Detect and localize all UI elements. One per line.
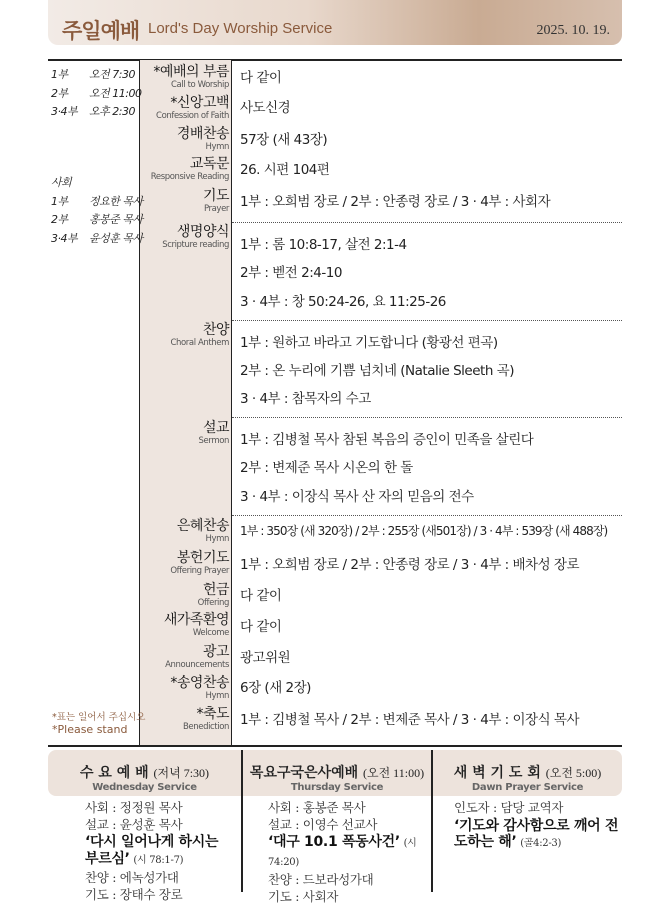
order-label-ko: 찬양 — [202, 322, 229, 338]
order-label-ko: 기도 — [202, 188, 229, 204]
scripture-ref: (골4:2-3) — [520, 838, 562, 849]
order-label-ko: 경배찬송 — [176, 126, 229, 142]
detail-line: 기도 : 장태수 장로 — [85, 886, 183, 902]
order-label-ko: 헌금 — [202, 582, 229, 598]
order-label-ko: *신앙고백 — [170, 95, 229, 111]
order-label-en: Confession of Faith — [156, 111, 229, 121]
bottom-rule — [48, 745, 622, 747]
order-content: 광고위원 — [240, 650, 291, 666]
order-label — [139, 518, 229, 544]
order-label-ko: 생명양식 — [176, 224, 229, 240]
service-time: (오전 11:00) — [363, 766, 425, 780]
order-content: 3 · 4부 : 이장식 목사 산 자의 믿음의 전수 — [240, 489, 474, 505]
order-label-en: Choral Anthem — [170, 338, 229, 348]
scripture-ref: (시 78:1-7) — [133, 854, 184, 866]
order-label-en: Welcome — [192, 628, 229, 638]
order-label-ko: 봉헌기도 — [176, 550, 229, 566]
order-label-en: Call to Worship — [171, 80, 229, 90]
order-label — [139, 156, 229, 182]
order-label — [139, 126, 229, 152]
detail-line: 인도자 : 담당 교역자 — [454, 800, 564, 815]
service-time: (저녁 7:30) — [153, 766, 210, 780]
divider — [232, 320, 622, 321]
order-label-ko: 설교 — [202, 420, 229, 436]
divider — [232, 515, 622, 516]
stand-note-ko: *표는 일어서 주십시오 — [52, 712, 146, 723]
order-content: 26. 시편 104편 — [240, 162, 330, 178]
weekday-service-details — [454, 800, 624, 854]
order-content: 1부 : 350장 (새 320장) / 2부 : 255장 (새501장) / 3 · 4부 : 539장 (새 488장) — [240, 524, 608, 538]
order-label — [139, 582, 229, 608]
service-title-en: Thursday Service — [290, 782, 384, 793]
order-content: 1부 : 롬 10:8-17, 살전 2:1-4 — [240, 237, 407, 253]
sermon-title: ‘기도와 감사함으로 깨어 전도하는 해’ — [454, 817, 619, 850]
scripture-ref: (시 74:20) — [268, 838, 417, 868]
order-label-en: Announcements — [165, 660, 229, 670]
detail-line: 기도 : 사회자 — [268, 888, 339, 904]
order-label-en: Offering Prayer — [170, 566, 229, 576]
page-title: 주일예배 — [62, 19, 140, 43]
weekday-service-details — [85, 800, 235, 903]
service-title: 수 요 예 배 — [79, 765, 149, 781]
order-content: 2부 : 온 누리에 기쁨 넘치네 (Natalie Sleeth 곡) — [240, 363, 514, 379]
order-label-en: Hymn — [205, 534, 229, 544]
order-content: 1부 : 김병철 목사 참된 복음의 증인이 민족을 살린다 — [240, 432, 534, 448]
order-label — [139, 706, 229, 732]
divider — [232, 222, 622, 223]
order-label — [139, 420, 229, 446]
order-label — [139, 188, 229, 214]
order-content: 6장 (새 2장) — [240, 680, 311, 696]
service-time: (오전 5:00) — [545, 766, 602, 780]
presiders: 사회 1부 정요한 목사 2부 홍봉준 목사 3·4부 윤성훈 목사 — [51, 176, 143, 245]
order-label — [139, 95, 229, 121]
order-label-ko: 교독문 — [189, 156, 229, 172]
order-label — [139, 612, 229, 638]
order-content: 1부 : 오희범 장로 / 2부 : 안종령 장로 / 3 · 4부 : 배차성 장로 — [240, 557, 579, 573]
stand-note-en: *Please stand — [52, 723, 128, 736]
order-label — [139, 644, 229, 670]
order-label — [139, 550, 229, 576]
order-label-en: Benediction — [183, 722, 229, 732]
order-content: 2부 : 변제준 목사 시온의 한 돌 — [240, 460, 413, 476]
order-content: 2부 : 벧전 2:4-10 — [240, 265, 342, 281]
service-title-en: Dawn Prayer Service — [471, 782, 584, 793]
service-title-en: Wednesday Service — [92, 782, 197, 793]
order-content: 사도신경 — [240, 100, 291, 116]
page-subtitle: Lord's Day Worship Service — [148, 20, 333, 37]
service-title: 목요구국은사예배 — [249, 765, 359, 781]
service-date: 2025. 10. 19. — [536, 23, 610, 38]
service-times: 1부 오전 7:30 2부 오전 11:00 3·4부 오후 2:30 — [51, 68, 142, 118]
order-label-en: Sermon — [198, 436, 229, 446]
order-content: 1부 : 김병철 목사 / 2부 : 변제준 목사 / 3 · 4부 : 이장식 목사 — [240, 712, 579, 728]
order-label-ko: 광고 — [202, 644, 229, 660]
divider — [232, 417, 622, 418]
order-label-ko: 은혜찬송 — [176, 518, 229, 534]
order-content: 57장 (새 43장) — [240, 132, 328, 148]
order-content: 1부 : 원하고 바라고 기도합니다 (황광선 편곡) — [240, 335, 498, 351]
order-content: 3 · 4부 : 창 50:24-26, 요 11:25-26 — [240, 294, 446, 310]
order-label-en: Offering — [197, 598, 229, 608]
order-label-ko: *송영찬송 — [170, 675, 229, 691]
order-label-en: Prayer — [203, 204, 229, 214]
order-label-en: Hymn — [205, 691, 229, 701]
order-label-en: Scripture reading — [162, 240, 229, 250]
order-label-ko: *축도 — [196, 706, 229, 722]
detail-line: 설교 : 이영수 선교사 — [268, 816, 378, 832]
order-label — [139, 224, 229, 250]
order-content: 3 · 4부 : 참목자의 수고 — [240, 391, 371, 407]
order-label-ko: *예배의 부름 — [153, 64, 229, 80]
detail-line: 찬양 : 에녹성가대 — [85, 870, 179, 885]
top-rule — [48, 59, 622, 61]
detail-line: 설교 : 윤성훈 목사 — [85, 816, 183, 832]
order-label — [139, 675, 229, 701]
order-content: 1부 : 오희범 장로 / 2부 : 안종령 장로 / 3 · 4부 : 사회자 — [240, 194, 551, 210]
detail-line: 사회 : 홍봉준 목사 — [268, 800, 366, 815]
order-content: 다 같이 — [240, 70, 282, 86]
detail-line: 사회 : 정정원 목사 — [85, 800, 183, 815]
detail-line: 찬양 : 드보라성가대 — [268, 872, 374, 887]
order-content: 다 같이 — [240, 619, 282, 635]
order-label — [139, 64, 229, 90]
sermon-title: ‘대구 10.1 폭동사건’ — [268, 834, 400, 850]
sermon-title: ‘다시 일어나게 하시는 부르심’ — [85, 834, 219, 867]
service-title: 새 벽 기 도 회 — [453, 765, 541, 781]
order-label-en: Responsive Reading — [150, 172, 229, 182]
weekday-service-details — [268, 800, 418, 905]
order-label-ko: 새가족환영 — [163, 612, 229, 628]
order-content: 다 같이 — [240, 588, 282, 604]
order-label — [139, 322, 229, 348]
header-banner — [48, 0, 622, 45]
order-label-en: Hymn — [205, 142, 229, 152]
